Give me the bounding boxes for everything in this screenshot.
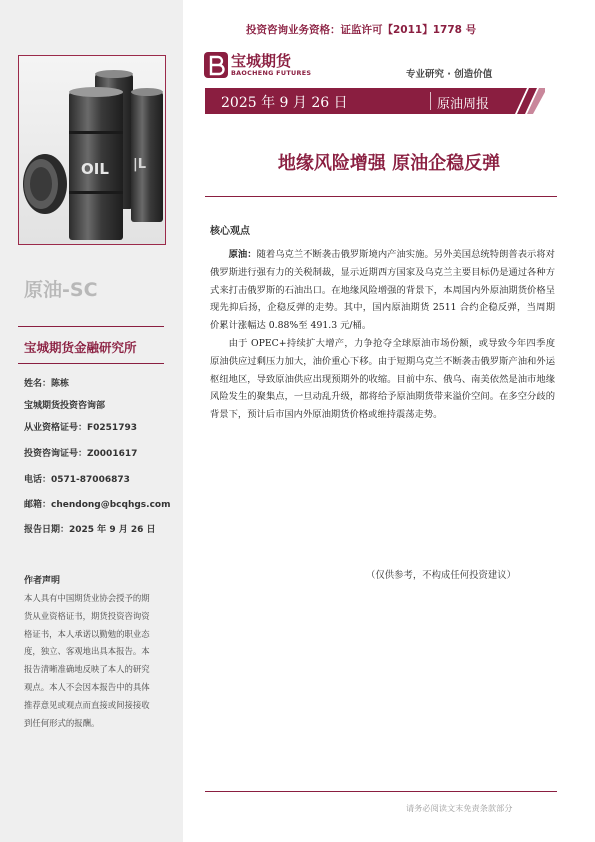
- logo-english: BAOCHENG FUTURES: [231, 69, 312, 77]
- svg-text:|L: |L: [133, 157, 147, 172]
- report-date: 报告日期：2025 年 9 月 26 日: [24, 525, 156, 535]
- section-heading: 核心观点: [210, 226, 250, 237]
- report-banner: [205, 88, 545, 114]
- footer-divider: [205, 791, 557, 792]
- consulting-number: 投资咨询证号：Z0001617: [24, 449, 138, 459]
- department: 宝城期货投资咨询部: [24, 401, 106, 411]
- paragraph-1-text: 随着乌克兰不断袭击俄罗斯境内产油实施。另外美国总统特朗普表示将对俄罗斯进行强有力的关税制裁，显示近期西方国家及乌克兰主要目标仍是通过各种方式来打击俄罗斯的石油出口。在地缘风险增强的背景下，本周国内外原油期货价格呈现先抑后扬，企稳反弹的走势。其中，国内原油期货 2511 合约企稳反弹，当周期价累计涨幅达 0.88%至 491.3 元/桶。: [210, 249, 555, 332]
- company-logo: [204, 52, 311, 78]
- research-institute: 宝城期货金融研究所: [24, 340, 137, 355]
- report-type: 原油周报: [437, 97, 490, 112]
- core-view-body: [210, 246, 555, 424]
- banner-date: 2025 年 9 月 26 日: [221, 95, 348, 111]
- product-name: 原油-SC: [24, 279, 98, 301]
- paragraph-2: 由于 OPEC+持续扩大增产，力争抢夺全球原油市场份额，或导致今年四季度原油供应过剩压力加大，油价重心下移。由于短期乌克兰不断袭击俄罗斯产油和外运枢纽地区，导致原油供应出现预期外的收缩。目前中东、俄乌、南美依然是油市地缘风险发生的聚集点，一旦动乱升级，都将给予原油期货带来溢价空间。在多空分歧的背景下，预计后市国内外原油期货价格或维持震荡走势。: [210, 337, 555, 421]
- barrel-oil-label: OIL: [81, 160, 109, 178]
- phone: 电话：0571-87006873: [24, 475, 130, 485]
- report-title: 地缘风险增强 原油企稳反弹: [277, 153, 501, 174]
- declaration-body: 本人具有中国期货业协会授予的期货从业资格证书，期货投资咨询资格证书，本人承诺以勤勉的职业态度，独立、客观地出具本报告。本报告清晰准确地反映了本人的研究观点。本人不会因本报告中的具体推荐意见或观点而直接或间接接收到任何形式的报酬。: [24, 593, 150, 728]
- logo-b-icon: [204, 52, 228, 78]
- paragraph-1-lead: 原油：: [228, 249, 257, 260]
- sidebar-divider: [18, 326, 164, 327]
- investment-disclaimer: （仅供参考，不构成任何投资建议）: [366, 570, 517, 581]
- oil-barrels-image: [18, 55, 166, 245]
- paragraph-1: [210, 246, 555, 335]
- sidebar-divider: [18, 363, 164, 364]
- qualification-line: 投资咨询业务资格：证监许可【2011】1778 号: [246, 24, 477, 36]
- qualification-number: 从业资格证号：F0251793: [24, 423, 137, 433]
- slogan: 专业研究 · 创造价值: [406, 69, 493, 80]
- title-divider: [205, 196, 557, 197]
- declaration-title: 作者声明: [24, 576, 61, 586]
- logo-chinese: 宝城期货: [231, 52, 292, 70]
- email: 邮箱：chendong@bcqhgs.com: [24, 500, 171, 510]
- analyst-name: 姓名：陈栋: [24, 379, 70, 389]
- footer-note: 请务必阅读文末免责条款部分: [406, 803, 513, 813]
